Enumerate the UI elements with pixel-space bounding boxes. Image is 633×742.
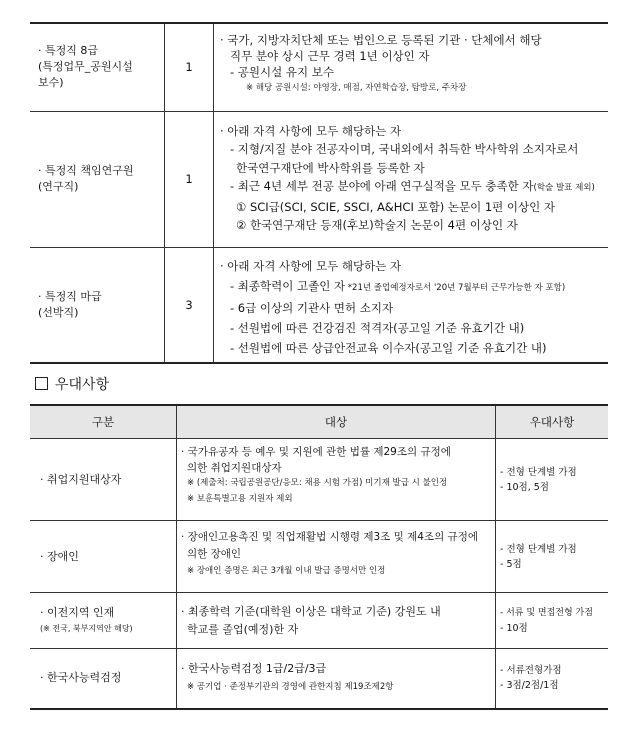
requirement-line: · 국가, 지방자치단체 또는 법인으로 등록된 기관 · 단체에서 해당 <box>220 33 542 47</box>
requirement-line: - 선원법에 따른 상급안전교육 이수자(공고일 기준 유효기간 내) <box>230 340 547 355</box>
requirement-line: · 아래 자격 사항에 모두 해당하는 자 <box>220 258 402 273</box>
header-target: 대상 <box>177 405 496 439</box>
category-label: · 이전지역 인재 <box>40 605 115 619</box>
table-row <box>30 593 608 649</box>
position-line: · 특정직 책임연구원 <box>38 164 134 177</box>
requirement-text: - 최종학력이 고졸인 자 <box>230 278 346 293</box>
requirement-line: - 선원법에 따른 건강검진 적격자(공고일 기준 유효기간 내) <box>230 320 525 335</box>
header-category: 구분 <box>30 405 177 439</box>
position-line: (연구직) <box>38 180 79 193</box>
section-heading <box>35 376 109 394</box>
table-row <box>30 23 608 111</box>
position-line: · 특정직 마급 <box>38 289 102 303</box>
preference-line: - 5점 <box>500 558 522 570</box>
target-note: ※ 공기업 · 준정부기관의 경영에 관한지침 제19조제2항 <box>187 682 394 693</box>
target-note: ※ 보훈특별고용 지원자 제외 <box>187 493 293 504</box>
preference-cell <box>496 439 609 521</box>
headcount-cell: 1 <box>165 23 214 111</box>
requirement-text: - 최근 4년 세부 전공 분야에 아래 연구실적을 모두 충족한 자 <box>230 179 534 193</box>
requirement-note: ※ 해당 공원시설: 야영장, 매점, 자연학습장, 탐방로, 주차장 <box>246 83 467 93</box>
requirement-line <box>220 177 604 198</box>
requirement-suffix: *21년 졸업예정자로서 '20년 7월부터 근무가능한 자 포함) <box>345 282 566 293</box>
section-heading-text: 우대사항 <box>55 377 110 393</box>
requirement-line: ② 한국연구재단 등재(후보)학술지 논문이 4편 이상인 자 <box>236 218 518 232</box>
requirement-line: - 6급 이상의 기관사 면허 소지자 <box>230 300 394 315</box>
preference-cell <box>496 593 609 649</box>
category-cell: · 장애인 <box>30 521 177 593</box>
preference-line: - 3점/2점/1점 <box>500 680 559 692</box>
header-preference: 우대사항 <box>496 405 609 439</box>
requirement-suffix: (학술 발표 제외) <box>533 183 595 193</box>
position-line: (특정업무_공원시설 <box>38 60 133 74</box>
target-note: ※ (제출처: 국립공원공단/응모: 채용 시험 가점) 미기재 발급 시 불인정 <box>187 478 448 488</box>
target-cell <box>177 439 496 521</box>
table-row <box>30 439 608 521</box>
target-line: · 장애인고용촉진 및 직업재활법 시행령 제3조 및 제4조의 규정에 <box>181 531 478 543</box>
requirement-line: - 지형/지질 분야 전공자이며, 국내외에서 취득한 박사학위 소지자로서 <box>230 142 579 156</box>
requirement-line: ① SCI급(SCI, SCIE, SSCI, A&HCI 포함) 논문이 1편 이상인 자 <box>236 199 556 214</box>
preference-line: - 서류 및 면접전형 가점 <box>500 607 593 618</box>
preference-line: - 전형 단계별 가점 <box>500 466 577 478</box>
preference-cell <box>496 521 609 593</box>
position-cell <box>30 111 165 247</box>
target-line: · 국가유공자 등 예우 및 지원에 관한 법률 제29조의 규정에 <box>181 446 451 458</box>
category-cell: · 한국사능력검정 <box>30 649 177 709</box>
target-cell <box>177 593 496 649</box>
target-cell <box>177 521 496 593</box>
position-cell <box>30 247 165 363</box>
headcount-cell: 1 <box>165 111 214 247</box>
requirements-cell <box>214 111 609 247</box>
position-cell <box>30 23 165 111</box>
table-row <box>30 247 608 363</box>
requirement-line <box>220 276 604 298</box>
preference-table <box>30 404 608 710</box>
target-note: ※ 장애인 증명은 최근 3개월 이내 발급 증명서만 인정 <box>187 566 386 576</box>
target-line: · 한국사능력검정 1급/2급/3급 <box>181 662 327 676</box>
category-note: (※ 전국, 북부지역안 해당) <box>40 623 133 633</box>
requirement-line: · 아래 자격 사항에 모두 해당하는 자 <box>220 123 402 138</box>
table-row <box>30 521 608 593</box>
checkbox-square-icon <box>35 377 48 390</box>
table-row <box>30 649 608 709</box>
headcount-cell: 3 <box>165 247 214 363</box>
preference-cell <box>496 649 609 709</box>
position-line: (선박직) <box>38 305 79 319</box>
preference-line: - 서류전형가점 <box>500 665 562 677</box>
category-cell <box>30 593 177 649</box>
requirement-line: 한국연구재단에 박사학위를 등록한 자 <box>236 160 425 175</box>
target-cell <box>177 649 496 709</box>
requirement-line: - 공원시설 유지 보수 <box>230 65 334 79</box>
position-line: · 특정직 8급 <box>38 44 98 58</box>
table-header-row <box>30 405 608 439</box>
target-line: · 최종학력 기준(대학원 이상은 대학교 기준) 강원도 내 <box>181 604 441 618</box>
requirements-cell <box>214 247 609 363</box>
target-line: 의한 취업지원대상자 <box>187 461 282 474</box>
preference-line: - 10점, 5점 <box>500 481 549 493</box>
category-cell: · 취업지원대상자 <box>30 439 177 521</box>
target-line: 학교를 졸업(예정)한 자 <box>187 622 299 636</box>
preference-line: - 10점 <box>500 622 528 634</box>
target-line: 의한 장애인 <box>187 548 242 560</box>
table-row <box>30 111 608 247</box>
position-line: 보수) <box>38 76 64 90</box>
requirement-line: 직무 분야 상시 근무 경력 1년 이상인 자 <box>230 49 430 63</box>
requirements-cell <box>214 23 609 111</box>
requirements-table <box>30 22 608 364</box>
preference-line: - 전형 단계별 가점 <box>500 543 577 555</box>
